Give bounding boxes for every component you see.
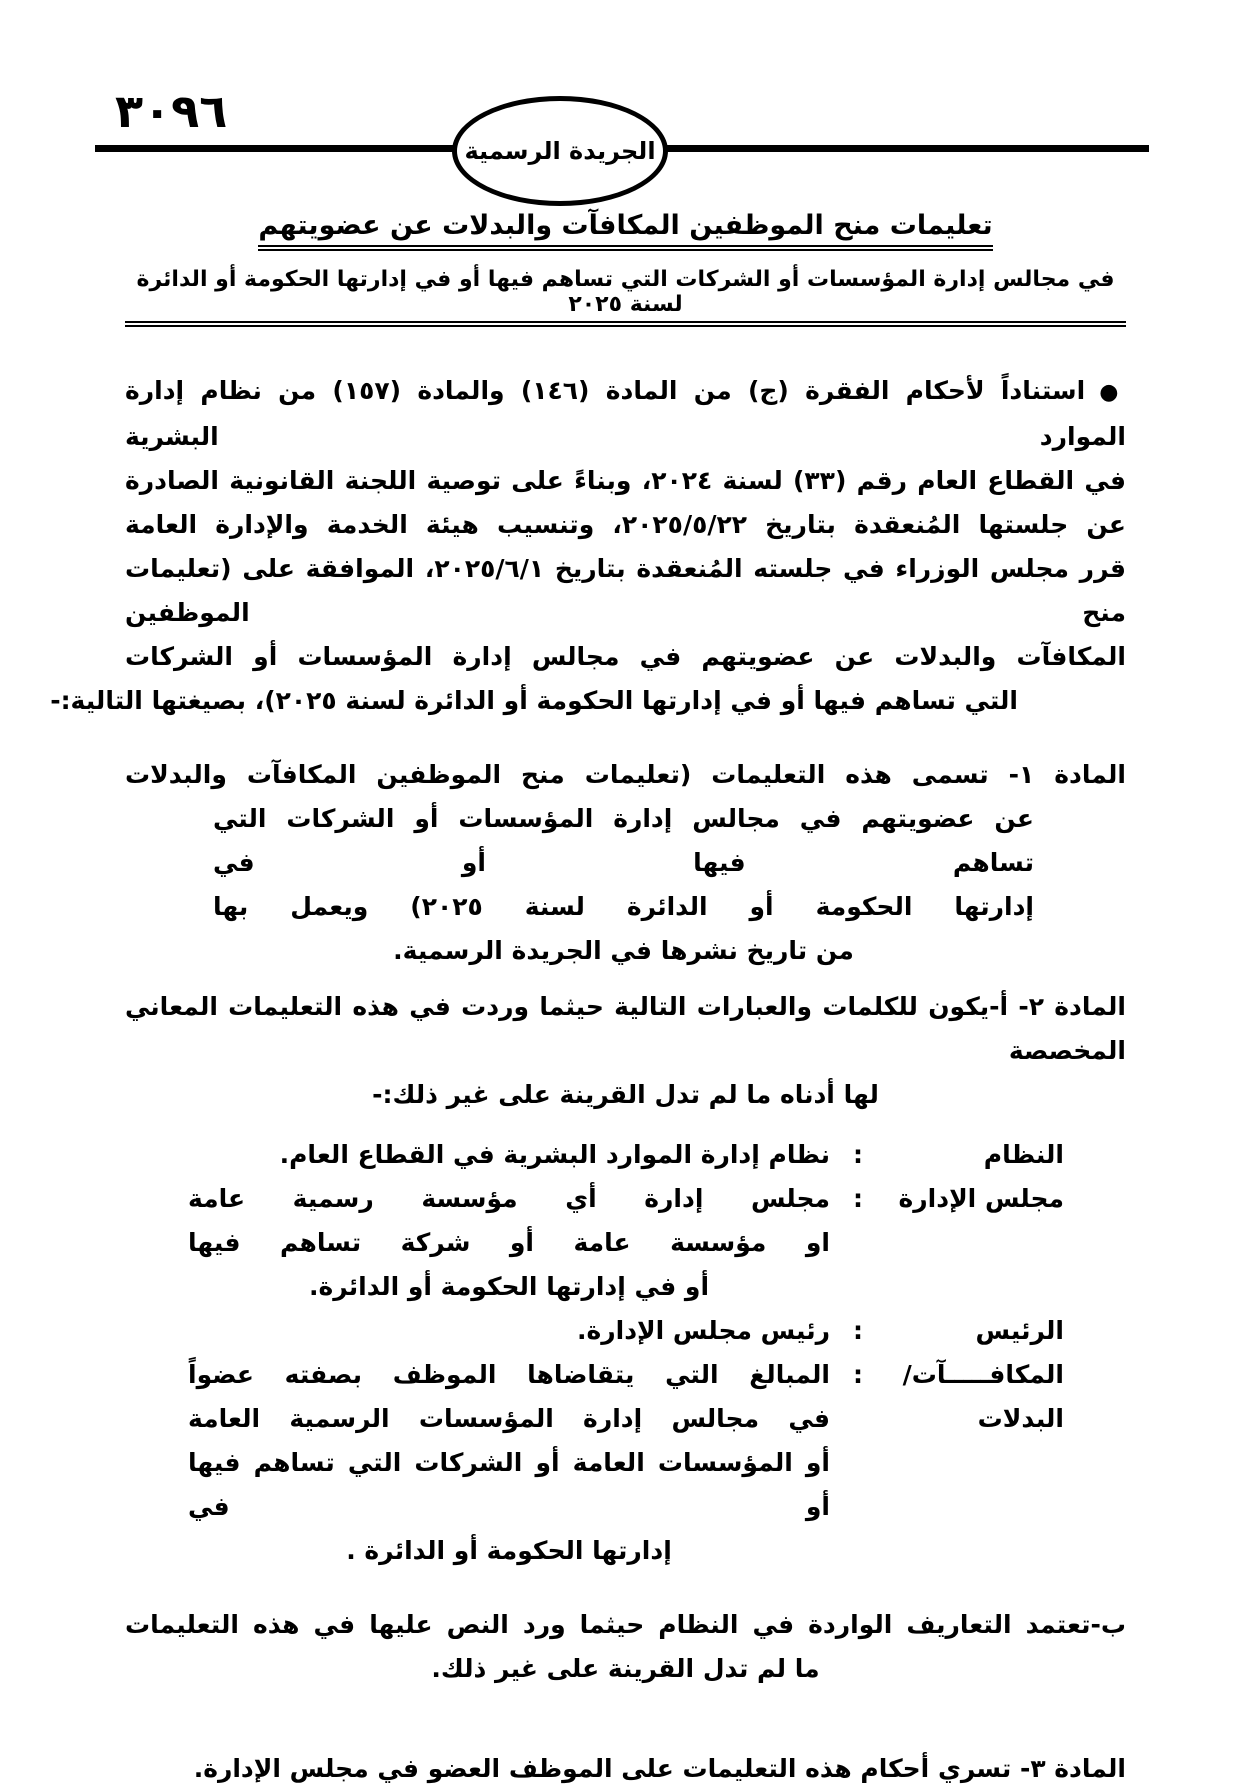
definition-term	[886, 1353, 1064, 1441]
definition-row	[125, 1177, 1064, 1309]
article-2-line: لها أدناه ما لم تدل القرينة على غير ذلك:-	[372, 1080, 879, 1109]
definition-line: أو في إدارتها الحكومة أو الدائرة.	[308, 1272, 710, 1301]
definition-line: مجلس إدارة أي مؤسسة رسمية عامة	[188, 1184, 830, 1213]
clause-b-line: ما لم تدل القرينة على غير ذلك.	[431, 1654, 820, 1683]
preamble-line: عن جلستها المُنعقدة بتاريخ ٢٠٢٥/٥/٢٢، وتنسيب هيئة الخدمة والإدارة العامة	[125, 510, 1126, 539]
preamble	[50, 369, 1126, 723]
article-1-continuation	[213, 797, 1034, 973]
document-titles	[125, 210, 1126, 327]
definition-line: المبالغ التي يتقاضاها الموظف بصفته عضواً	[188, 1360, 830, 1389]
preamble-line: في القطاع العام رقم (٣٣) لسنة ٢٠٢٤، وبناءً على توصية اللجنة القانونية الصادرة	[125, 466, 1126, 495]
title-row-1	[125, 210, 1126, 251]
gazette-seal	[452, 96, 668, 206]
page-header	[0, 0, 1241, 208]
article-3-line: المادة ٣- تسري أحكام هذه التعليمات على الموظف العضو في مجلس الإدارة.	[193, 1754, 1126, 1783]
definition-term	[886, 1309, 1064, 1353]
term-label: البدلات	[977, 1404, 1064, 1433]
definition-line: إدارتها الحكومة أو الدائرة .	[346, 1536, 672, 1565]
document-title: تعليمات منح الموظفين المكافآت والبدلات عن عضويتهم	[258, 210, 992, 251]
definition-colon: :	[853, 1184, 863, 1213]
definitions-table	[125, 1133, 1064, 1573]
article-1-line: المادة ١- تسمى هذه التعليمات (تعليمات منح الموظفين المكافآت والبدلات	[125, 760, 1126, 789]
preamble-line: التي تساهم فيها أو في إدارتها الحكومة أو الدائرة لسنة ٢٠٢٥)، بصيغتها التالية:-	[50, 686, 1018, 715]
article-1-line: من تاريخ نشرها في الجريدة الرسمية.	[393, 936, 854, 965]
definition-line: أو المؤسسات العامة أو الشركات التي تساهم فيها أو في	[188, 1448, 830, 1521]
definition-row	[125, 1133, 1064, 1177]
definition-row	[125, 1353, 1064, 1573]
page-number: ٣٠٩٦	[115, 84, 228, 138]
article-2-line: المادة ٢- أ-يكون للكلمات والعبارات التالية حيثما وردت في هذه التعليمات المعاني المخصصة	[125, 992, 1126, 1065]
definition-line: او مؤسسة عامة أو شركة تساهم فيها	[188, 1228, 830, 1257]
term-label: مجلس الإدارة	[898, 1184, 1064, 1213]
definition-colon: :	[853, 1140, 863, 1169]
term-label: النظام	[983, 1140, 1064, 1169]
definition-text	[188, 1133, 830, 1177]
term-label: المكافـــــآت/	[902, 1360, 1064, 1389]
preamble-line	[125, 369, 1126, 459]
preamble-line: قرر مجلس الوزراء في جلسته المُنعقدة بتاريخ ٢٠٢٥/٦/١، الموافقة على (تعليمات منح الموظفين	[125, 554, 1126, 627]
definition-line: في مجالس إدارة المؤسسات الرسمية العامة	[188, 1404, 830, 1433]
document-subtitle: في مجالس إدارة المؤسسات أو الشركات التي تساهم فيها أو في إدارتها الحكومة أو الدائرة لسنة ٢٠٢٥	[125, 267, 1126, 327]
definition-line: نظام إدارة الموارد البشرية في القطاع العام.	[279, 1140, 830, 1169]
clause-b	[125, 1603, 1126, 1691]
definition-text	[188, 1177, 830, 1309]
definition-term	[886, 1177, 1064, 1221]
article-1	[125, 753, 1126, 973]
definition-line: رئيس مجلس الإدارة.	[576, 1316, 830, 1345]
definition-term	[886, 1133, 1064, 1177]
title-row-2	[125, 267, 1126, 327]
definition-colon: :	[853, 1316, 863, 1345]
term-label: الرئيس	[975, 1316, 1064, 1345]
article-2	[125, 985, 1126, 1117]
article-3	[125, 1747, 1126, 1791]
clause-b-line: ب-تعتمد التعاريف الواردة في النظام حيثما ورد النص عليها في هذه التعليمات	[125, 1610, 1126, 1639]
definition-text	[188, 1353, 830, 1573]
document-body	[0, 210, 1241, 1791]
preamble-line: المكافآت والبدلات عن عضويتهم في مجالس إدارة المؤسسات أو الشركات	[125, 642, 1126, 671]
article-1-line: إدارتها الحكومة أو الدائرة لسنة ٢٠٢٥) ويعمل بها	[213, 892, 1034, 921]
definition-text	[188, 1309, 830, 1353]
article-1-line: عن عضويتهم في مجالس إدارة المؤسسات أو الشركات التي تساهم فيها أو في	[213, 804, 1034, 877]
gazette-title: الجريدة الرسمية	[464, 137, 656, 165]
bullet-icon: ●	[1099, 380, 1126, 405]
preamble-text: استناداً لأحكام الفقرة (ج) من المادة (١٤٦) والمادة (١٥٧) من نظام إدارة الموارد البشرية	[125, 376, 1126, 451]
definition-colon: :	[853, 1360, 863, 1389]
definition-row	[125, 1309, 1064, 1353]
